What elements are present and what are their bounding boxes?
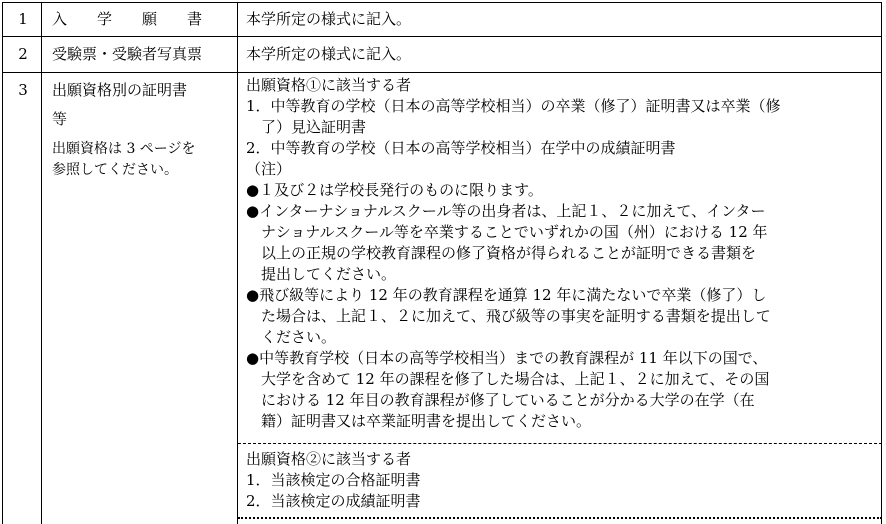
section-divider [238, 517, 882, 519]
section-divider [238, 443, 882, 444]
section1-line: ●１及び２は学校長発行のものに限ります。 [246, 181, 543, 199]
document-label-cell [42, 73, 238, 524]
document-label: 入 学 願 書 [52, 10, 203, 28]
section2-heading: 出願資格②に該当する者 [246, 450, 412, 468]
document-content-cell [238, 3, 882, 37]
section1-line: ●インターナショナルスクール等の出身者は、上記１、２に加えて、インター [246, 202, 766, 220]
row-number: 2 [18, 45, 28, 63]
section1-line: 大学を含めて 12 年の課程を修了した場合は、上記１、２に加えて、その国 [246, 370, 770, 388]
table-row [2, 72, 882, 524]
document-label-line1: 出願資格別の証明書 [52, 81, 188, 99]
document-content: 本学所定の様式に記入。 [246, 45, 412, 63]
document-label-cell [42, 37, 238, 73]
document-content: 本学所定の様式に記入。 [246, 10, 412, 28]
document-label-line2: 等 [52, 110, 68, 128]
row-number: 3 [18, 81, 28, 99]
label-note-line2: 参照してください。 [52, 162, 178, 178]
document-label-cell [42, 3, 238, 37]
section1-line: ●中等教育学校（日本の高等学校相当）までの教育課程が 11 年以下の国で、 [246, 349, 768, 367]
section1-line: 1．中等教育の学校（日本の高等学校相当）の卒業（修了）証明書又は卒業（修 [246, 97, 781, 115]
table-row [2, 2, 882, 37]
section1-line: ●飛び級等により 12 年の教育課程を通算 12 年に満たないで卒業（修了）し [246, 286, 767, 304]
section1-line: 2．中等教育の学校（日本の高等学校相当）在学中の成績証明書 [246, 139, 676, 157]
section2-line: 1．当該検定の合格証明書 [246, 471, 421, 489]
section1-line: （注） [246, 160, 292, 178]
section1-heading: 出願資格①に該当する者 [246, 76, 412, 94]
section1-line: 以上の正規の学校教育課程の修了資格が得られることが証明できる書類を [246, 244, 757, 262]
row-number: 1 [18, 10, 28, 28]
row-number-cell [2, 3, 42, 37]
section1-line: 提出してください。 [246, 265, 397, 283]
section1-line: た場合は、上記１、２に加えて、飛び級等の事実を証明する書類を提出して [246, 307, 771, 325]
row-number-cell [2, 37, 42, 73]
row-number-cell [2, 73, 42, 524]
section2-line: 2．当該検定の成績証明書 [246, 492, 421, 510]
section1-line: における 12 年目の教育課程が修了していることが分かる大学の在学（在 [246, 391, 755, 409]
section1-line: 籍）証明書又は卒業証明書を提出してください。 [246, 412, 592, 430]
section1-line: ください。 [246, 328, 337, 346]
label-note-line1: 出願資格は 3 ページを [52, 141, 196, 157]
section1-line: ナショナルスクール等を卒業することでいずれかの国（州）における 12 年 [246, 223, 768, 241]
table-row [2, 36, 882, 73]
document-content-cell [238, 37, 882, 73]
section1-line: 了）見込証明書 [246, 118, 367, 136]
document-content-cell [238, 73, 882, 524]
document-label: 受験票・受験者写真票 [52, 45, 203, 63]
